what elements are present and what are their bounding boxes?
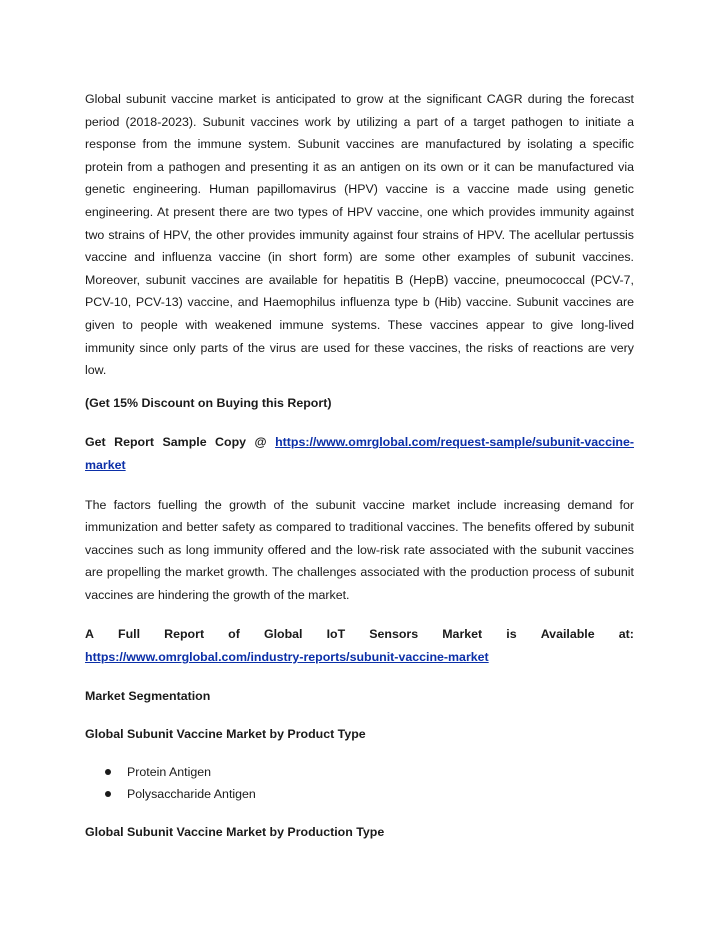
full-report-word: IoT: [326, 627, 346, 642]
full-report-word: Global: [263, 627, 303, 642]
full-report-word: A: [85, 627, 94, 642]
full-report-word: Sensors: [369, 627, 419, 642]
full-report-word: Report: [164, 627, 205, 642]
bullet-icon: [105, 769, 111, 775]
product-type-heading: Global Subunit Vaccine Market by Product Type: [85, 727, 366, 742]
full-report-link[interactable]: https://www.omrglobal.com/industry-reports/subunit-vaccine-market: [85, 650, 489, 665]
intro-paragraph: Global subunit vaccine market is anticipated to grow at the significant CAGR during the forecast period (2018-2023). Subunit vaccines work by utilizing a part of a target pathogen to initiate a response from the immune system. Subunit vaccines are manufactured by isolating a specific protein from a pathogen and presenting it as an antigen on its own or it can be manufactured via genetic engineering. Human papillomavirus (HPV) vaccine is a vaccine made using genetic engineering. At present there are two types of HPV vaccine, one which provides immunity against two strains of HPV, the other provides immunity against four strains of HPV. The acellular pertussis vaccine and influenza vaccine (in short form) are some other examples of subunit vaccines. Moreover, subunit vaccines are available for hepatitis B (HepB) vaccine, pneumococcal (PCV-7, PCV-10, PCV-13) vaccine, and Haemophilus influenza type b (Hib) vaccine. Subunit vaccines are given to people with weakened immune systems. These vaccines appear to give long-lived immunity since only parts of the virus are used for these vaccines, the risks of reactions are very low.: [85, 92, 634, 378]
list-item: [85, 783, 634, 806]
full-report-word: Available: [540, 627, 595, 642]
factors-paragraph: The factors fuelling the growth of the subunit vaccine market include increasing demand for immunization and better safety as compared to traditional vaccines. The benefits offered by subunit vaccines such as long immunity offered and the low-risk rate associated with the subunit vaccines are propelling the market growth. The challenges associated with the production process of subunit vaccines are hindering the growth of the market.: [85, 497, 634, 602]
segmentation-heading: Market Segmentation: [85, 688, 211, 703]
sample-request-paragraph: [85, 431, 634, 476]
full-report-word: of: [228, 627, 240, 642]
sample-label: Get Report Sample Copy @: [85, 435, 276, 450]
bullet-icon: [105, 791, 111, 797]
production-type-heading: Global Subunit Vaccine Market by Production Type: [85, 825, 385, 840]
list-item: [85, 761, 634, 784]
list-item-label: Protein Antigen: [127, 764, 212, 779]
sample-link[interactable]: https://www.omrglobal.com/request-sample/subunit-vaccine-market: [85, 435, 634, 472]
full-report-paragraph: [85, 623, 634, 668]
full-report-word: Full: [118, 627, 141, 642]
discount-note: (Get 15% Discount on Buying this Report): [85, 395, 332, 410]
product-type-list: [85, 761, 634, 806]
full-report-word: at:: [618, 627, 634, 642]
document-page: [85, 88, 634, 859]
list-item-label: Polysaccharide Antigen: [127, 787, 256, 802]
full-report-word: is: [506, 627, 517, 642]
full-report-line: [85, 623, 634, 646]
full-report-word: Market: [442, 627, 483, 642]
